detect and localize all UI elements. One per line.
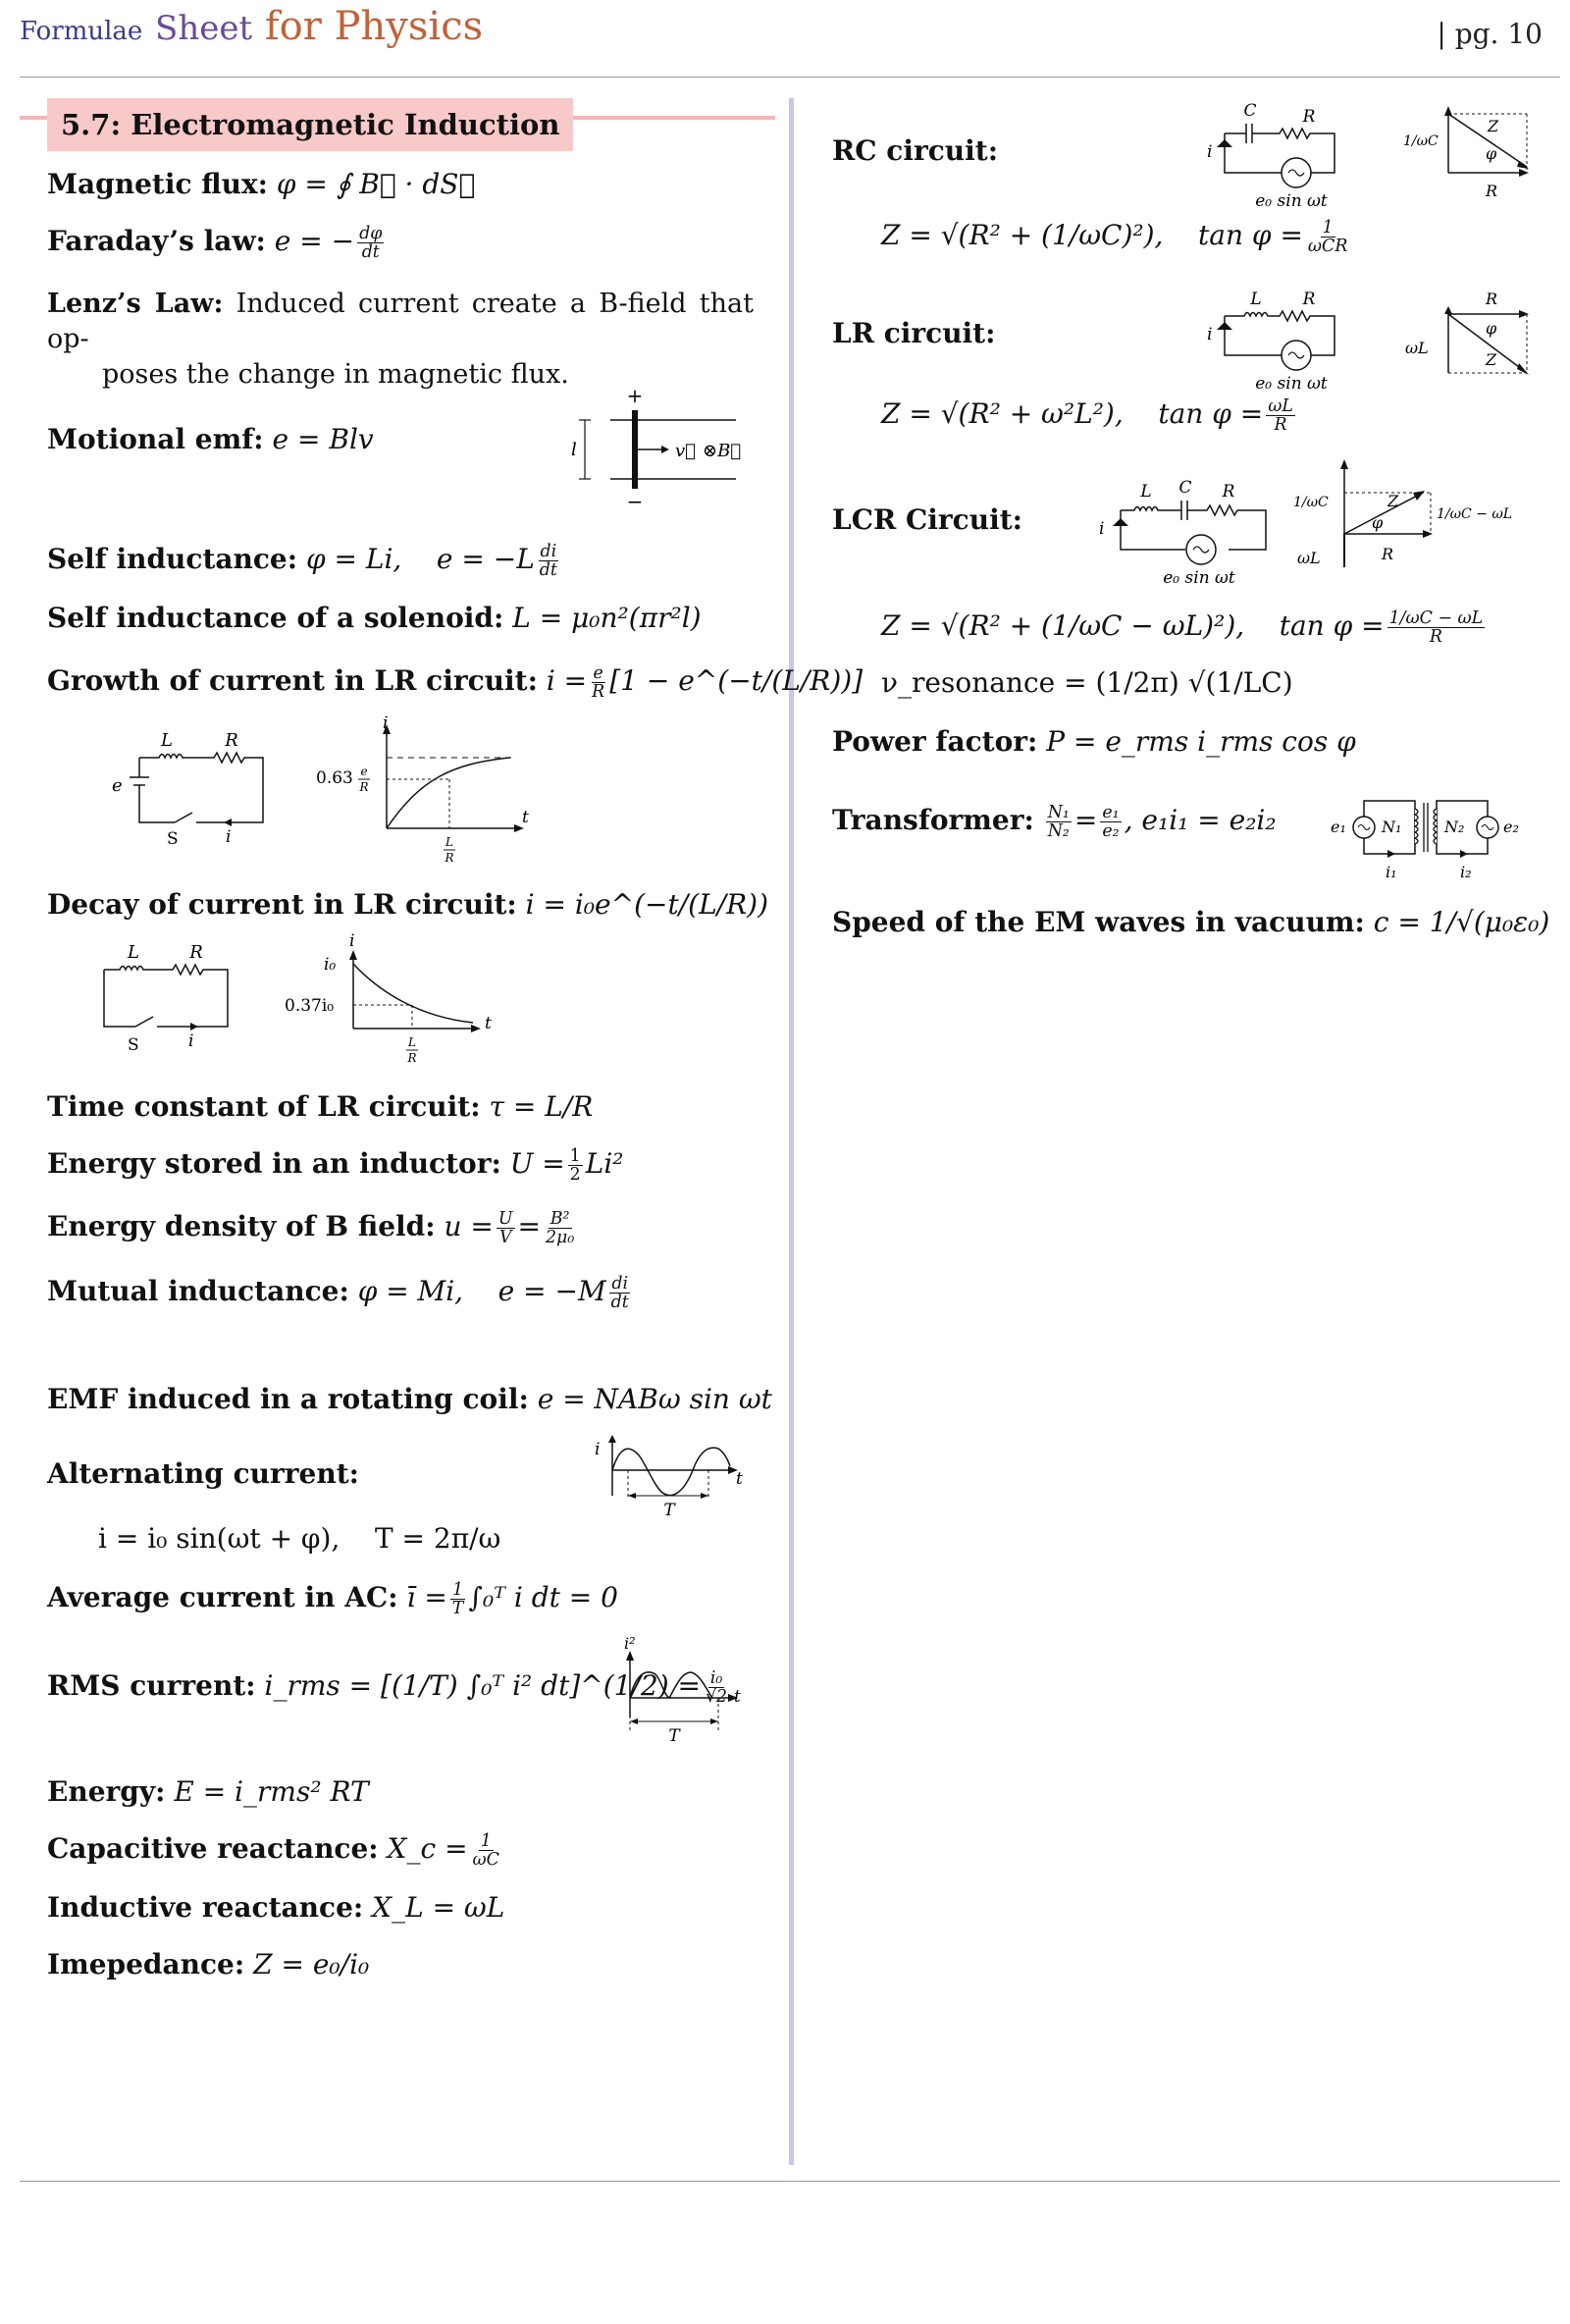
inductor-energy [47,1146,624,1184]
rms-waveform [612,1634,750,1746]
transformer-fig-N2: N₂ [1444,818,1465,836]
rms-current-label: RMS current: [47,1669,256,1702]
lcr-circuit [832,502,1022,537]
section-title: 5.7: Electromagnetic Induction [47,98,573,151]
decay-circuit-diagram [94,934,241,1062]
lcr-phasor [1293,457,1558,581]
growth-circuit-wire [139,753,263,822]
rc-circuit-label: RC circuit: [832,134,999,167]
lr-phasor-xl: ωL [1405,339,1429,357]
lr-circuit [832,316,995,350]
secondary-coil [1434,809,1437,844]
growth-circuit-e: e [112,775,123,796]
growth-graph-tau-num: L [445,835,453,849]
lcr-phasor-R: R [1382,545,1394,563]
average-current-label: Average current in AC: [47,1581,398,1613]
lcr-current-arrow [1113,518,1128,526]
current-growth-num: e [593,662,603,683]
lcr-phasor-phi: φ [1372,513,1384,532]
solenoid-inductance [47,601,702,635]
lcr-circuit-R: R [1222,482,1235,502]
alternating-current-label: Alternating current: [47,1457,359,1490]
lcr-impedance [881,608,1488,646]
lcr-phasor-Z: Z [1387,492,1399,510]
faradays-law-label: Faraday’s law: [47,225,266,257]
current-decay-eq: i = i₀e^(−t/(L/R)) [525,888,769,921]
energy-density [47,1209,579,1246]
energy-density-d1: V [498,1228,512,1247]
decay-graph [281,930,516,1068]
alternating-current-eq: i = i₀ sin(ωt + φ), T = 2π/ω [98,1522,501,1555]
ac-energy-eq: E = i_rms² RT [174,1775,369,1808]
motional-emf [47,422,374,456]
current-growth [47,663,863,701]
rc-impedance-eq: Z = √(R² + (1/ωC)²), tan φ = [881,219,1303,251]
lr-circuit-source: e₀ sin ωt [1255,374,1328,394]
current-growth-den: R [592,682,605,702]
transformer-n2: N₂ [1047,821,1070,841]
lr-circuit-R: R [1302,290,1316,309]
lcr-circuit-C: C [1178,478,1192,498]
lr-phasor-R: R [1486,290,1498,308]
transformer-e2: e₂ [1102,821,1120,841]
em-wave-speed-eq: c = 1/√(μ₀ε₀) [1373,906,1550,938]
growth-circuit-i: i [226,827,232,847]
magnetic-flux [47,167,475,201]
growth-circuit-L: L [161,730,173,751]
rc-circuit-i: i [1207,142,1213,162]
rc-circuit-source: e₀ sin ωt [1255,191,1328,211]
resonance-frequency: ν_resonance = (1/2π) √(1/LC) [881,666,1293,699]
velocity-arrow [661,446,669,453]
lcr-impedance-den: R [1429,627,1442,647]
energy-density-d2: 2μ₀ [546,1228,575,1247]
ac-waveform-t: t [736,1469,743,1489]
rc-impedance [881,218,1352,255]
column-divider [789,98,794,2165]
header-word-1: Formulae [20,17,143,46]
faradays-law-den: dt [361,242,380,262]
ac-energy-label: Energy: [47,1775,166,1808]
capacitive-reactance [47,1831,504,1869]
growth-circuit-S: S [167,829,179,849]
capacitive-reactance-num: 1 [480,1830,492,1851]
plus-sign: + [626,384,644,407]
decay-circuit-R: R [189,942,203,963]
lcr-circuit-label: LCR Circuit: [832,503,1022,536]
power-factor-eq: P = e_rms i_rms cos φ [1046,725,1356,758]
ac-sine-curve [612,1448,730,1495]
average-current-num: 1 [452,1579,464,1600]
average-current-rhs: ∫₀ᵀ i dt = 0 [468,1581,618,1613]
lr-circuit-label: LR circuit: [832,317,996,349]
alternating-current [47,1456,359,1491]
length-label: l [571,440,577,460]
current-decay [47,887,768,922]
motional-emf-eq: e = Blv [272,423,374,455]
capacitive-reactance-lhs: X_c = [387,1832,468,1865]
self-inductance [47,542,562,579]
transformer-fig-i1: i₁ [1386,863,1397,881]
primary-coil [1415,809,1418,844]
growth-graph-t-axis: t [522,808,529,827]
capacitive-reactance-den: ωC [472,1850,499,1870]
motional-emf-label: Motional emf: [47,423,264,455]
current-decay-label: Decay of current in LR circuit: [47,888,517,921]
magnetic-flux-label: Magnetic flux: [47,168,268,200]
energy-density-label: Energy density of B field: [47,1210,436,1242]
lcr-circuit-L: L [1140,482,1152,502]
decay-graph-level: 0.37i₀ [285,996,335,1016]
lcr-circuit-i: i [1099,519,1105,539]
rc-circuit-diagram [1197,100,1354,216]
faradays-law-num: dφ [359,223,383,243]
inductor-energy-lhs: U = [509,1147,565,1180]
decay-graph-tau-den: R [407,1051,417,1065]
growth-graph-level-den: R [359,780,369,794]
lcr-circuit-wire [1121,501,1266,550]
decay-circuit-wire [104,965,228,1027]
inductor-energy-den: 2 [569,1165,581,1185]
impedance [47,1947,369,1981]
rotating-coil-emf [47,1382,772,1416]
power-factor [832,724,1356,759]
lr-phasor-phi: φ [1486,319,1497,338]
rc-circuit-C: C [1243,101,1257,121]
lenz-law-label: Lenz’s Law: [47,289,224,319]
page-number: | pg. 10 [1437,18,1543,50]
lcr-phasor-xc: 1/ωC [1293,495,1329,510]
rms-current-num: i₀ [709,1667,723,1688]
rc-phasor-Z: Z [1488,117,1499,135]
decay-curve [353,964,473,1023]
transformer: Transformer: $\frac{\text{N₁}}{\text{N₂}}$ = $\frac{\text{e₁}}{\text{e₂}}$ , e₁i₁ = e₂i₂ [832,802,1277,841]
moving-rod [632,410,638,489]
rms-current-eq: i_rms = [(1/T) ∫₀ᵀ i² dt]^(1/2) = [264,1669,701,1702]
growth-circuit-diagram [98,728,294,856]
self-inductance-label: Self inductance: [47,543,298,575]
transformer-e1: e₁ [1102,802,1120,822]
impedance-eq: Z = e₀/i₀ [253,1948,370,1981]
em-wave-speed-label: Speed of the EM waves in vacuum: [832,906,1365,938]
lr-current-arrow [1217,322,1232,330]
lr-impedance-den: R [1274,415,1287,435]
growth-graph-i-axis: i [383,713,389,733]
growth-graph-level-num: e [360,765,368,778]
transformer-fig-N1: N₁ [1382,818,1402,836]
growth-graph [304,713,559,865]
faradays-law-lhs: e = − [274,225,355,257]
rms-current-den: √2 [706,1687,728,1707]
mutual-inductance-num: di [611,1273,629,1294]
energy-density-lhs: u = [444,1210,494,1242]
self-inductance-den: dt [539,560,557,580]
impedance-label: Imepedance: [47,1948,245,1981]
minus-sign: − [626,490,644,513]
rotating-coil-emf-label: EMF induced in a rotating coil: [47,1383,529,1415]
ac-energy [47,1774,369,1809]
rc-circuit-wire [1225,124,1334,173]
header-word-3: for [264,4,322,49]
inductive-reactance-eq: X_L = ωL [372,1891,505,1924]
lcr-impedance-eq: Z = √(R² + (1/ωC − ωL)²), tan φ = [881,609,1385,642]
energy-density-n2: B² [550,1208,570,1229]
decay-circuit-S: S [128,1035,139,1055]
lenz-law [47,287,754,393]
lcr-impedance-num: 1/ωC − ωL [1388,607,1484,628]
growth-battery [130,758,175,822]
rc-impedance-num: 1 [1322,217,1334,238]
rms-waveform-i2: i² [624,1634,636,1653]
current-growth-bracket: [1 − e^(−t/(L/R))] [609,664,864,697]
lr-circuit-L: L [1250,290,1262,309]
energy-density-eq-sign: = [517,1210,541,1242]
time-constant-label: Time constant of LR circuit: [47,1090,481,1123]
rc-circuit [832,133,998,168]
header-word-2: Sheet [155,9,253,48]
growth-current-arrow [224,819,232,826]
rms-waveform-t: t [734,1687,741,1707]
field-label: ⊗B⃗ [703,441,742,461]
rms-waveform-T: T [668,1726,680,1746]
lr-phasor [1403,287,1550,385]
em-wave-speed [832,905,1549,939]
header-word-4: Physics [334,4,484,49]
header-rule [20,77,1560,78]
inductive-reactance [47,1890,504,1925]
power-factor-label: Power factor: [832,725,1038,758]
lr-impedance-eq: Z = √(R² + ω²L²), tan φ = [881,397,1264,430]
decay-switch [135,1017,153,1027]
ac-waveform-i: i [595,1440,601,1459]
lr-impedance [881,396,1298,434]
decay-graph-tau-num: L [408,1035,416,1049]
mutual-inductance-eq: φ = Mi, e = −M [357,1275,606,1307]
transformer-fig-e1: e₁ [1331,818,1346,836]
rc-phasor-phi: φ [1486,144,1497,163]
capacitive-reactance-label: Capacitive reactance: [47,1832,379,1865]
decay-circuit-L: L [128,942,139,963]
rc-circuit-R: R [1302,107,1316,127]
magnetic-flux-eq: φ = ∮ B⃗ · dS⃗ [276,168,476,200]
lr-circuit-wire [1225,311,1334,355]
self-inductance-num: di [540,541,557,561]
inductor-energy-rhs: Li² [585,1147,624,1180]
rc-phasor-xc: 1/ωC [1403,133,1439,149]
time-constant [47,1089,593,1124]
transformer-label: Transformer: [832,804,1034,836]
current-growth-lhs: i = [546,664,588,697]
lr-circuit-i: i [1207,325,1213,344]
solenoid-inductance-label: Self inductance of a solenoid: [47,602,504,634]
average-current [47,1580,618,1617]
inductor-energy-num: 1 [569,1145,581,1166]
rotating-coil-emf-eq: e = NABω sin ωt [537,1383,772,1415]
average-current-den: T [451,1599,464,1618]
ac-waveform-T: T [663,1501,675,1520]
growth-graph-level: 0.63 [316,768,353,788]
faradays-law [47,224,387,261]
current-growth-label: Growth of current in LR circuit: [47,664,538,697]
transformer-n1: N₁ [1047,802,1070,822]
mutual-inductance [47,1274,634,1311]
ac-waveform [583,1435,750,1520]
velocity-label: v⃗ [675,441,696,461]
decay-graph-t-axis: t [485,1014,492,1033]
decay-current-arrow [190,1023,198,1030]
time-constant-eq: τ = L/R [489,1090,594,1123]
growth-graph-tau-den: R [445,851,454,865]
self-inductance-eq: φ = Li, e = −L [305,543,535,575]
lcr-phasor-xl: ωL [1297,549,1321,567]
decay-graph-i-axis: i [349,931,355,951]
rms-squared-curve [630,1672,712,1698]
lr-circuit-diagram [1197,283,1354,398]
mutual-inductance-den: dt [610,1293,629,1312]
lr-phasor-Z: Z [1486,350,1497,369]
rc-phasor-R: R [1486,182,1498,200]
page-header-title [20,4,483,49]
growth-switch [175,813,192,822]
lcr-circuit-source: e₀ sin ωt [1163,568,1235,588]
lenz-law-text-2: poses the change in magnetic flux. [102,359,569,390]
energy-density-n1: U [497,1208,513,1229]
solenoid-inductance-eq: L = μ₀n²(πr²l) [512,602,702,634]
lcr-circuit-diagram [1091,478,1278,593]
transformer-diagram [1317,781,1533,883]
inductor-energy-label: Energy stored in an inductor: [47,1147,501,1180]
rc-current-arrow [1217,139,1232,147]
lcr-phasor-diff: 1/ωC − ωL [1437,506,1513,522]
lr-impedance-num: ωL [1268,396,1293,416]
transformer-fig-e2: e₂ [1503,818,1519,836]
lenz-law-text-1: Induced current create a B-field that op- [47,289,754,354]
inductive-reactance-label: Inductive reactance: [47,1891,364,1924]
transformer-fig-i2: i₂ [1460,863,1472,881]
transformer-rhs: , e₁i₁ = e₂i₂ [1124,804,1277,836]
rc-impedance-den: ωCR [1307,237,1348,256]
motional-emf-diagram [559,381,756,518]
footer-rule [20,2181,1560,2182]
rc-phasor [1403,102,1550,200]
decay-graph-i0: i₀ [324,955,337,975]
decay-circuit-i: i [188,1031,194,1051]
mutual-inductance-label: Mutual inductance: [47,1275,349,1307]
growth-circuit-R: R [225,730,238,751]
average-current-lhs: ī = [406,1581,447,1613]
growth-curve [387,758,510,828]
